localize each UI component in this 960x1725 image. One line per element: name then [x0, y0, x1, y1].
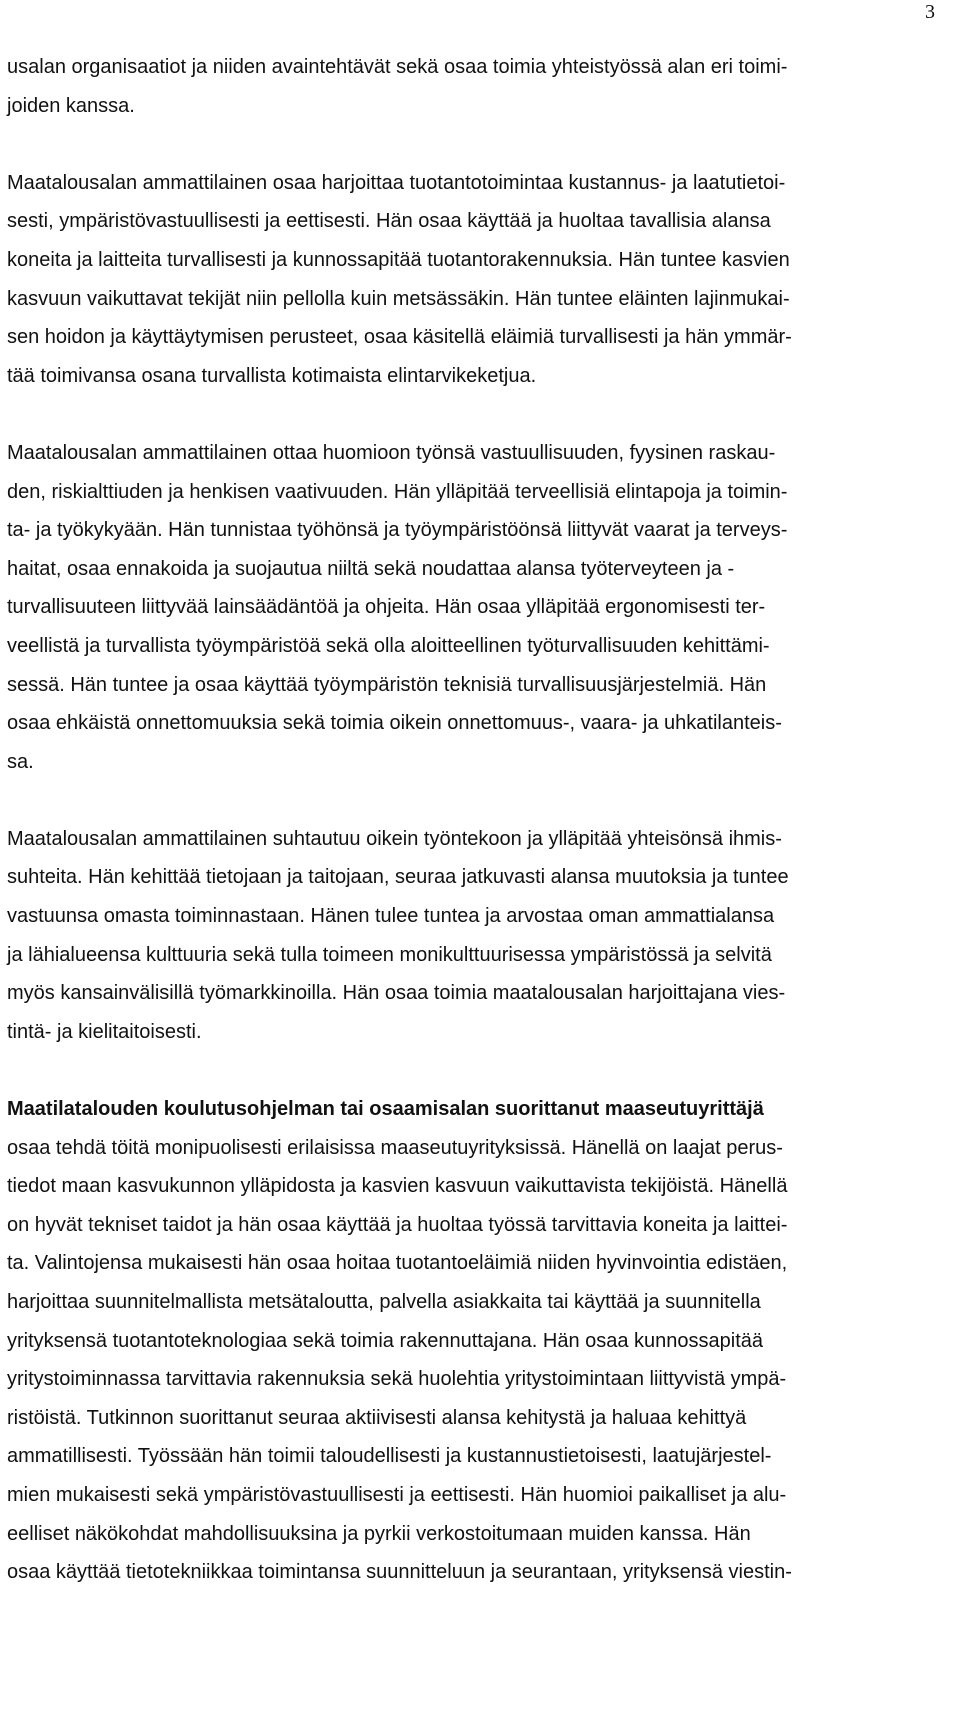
- text-line: yrityksensä tuotantoteknologiaa sekä toimia rakennuttajana. Hän osaa kunnossapitää: [7, 1329, 764, 1352]
- section-heading: Maatilatalouden koulutusohjelman tai osaamisalan suorittanut maaseutuyrittäjä: [7, 1098, 764, 1121]
- text-line: yritystoiminnassa tarvittavia rakennuksia sekä huolehtia yritystoimintaan liittyvistä ympä-: [7, 1368, 787, 1391]
- text-line: suhteita. Hän kehittää tietojaan ja taitojaan, seuraa jatkuvasti alansa muutoksia ja tuntee: [7, 866, 789, 889]
- text-line: ta. Valintojensa mukaisesti hän osaa hoitaa tuotantoeläimiä niiden hyvinvointia edistäen,: [7, 1252, 788, 1275]
- text-line: harjoittaa suunnitelmallista metsätaloutta, palvella asiakkaita tai käyttää ja suunnitella: [7, 1291, 761, 1313]
- text-line: haitat, osaa ennakoida ja suojautua niiltä sekä noudattaa alansa työterveyteen ja -: [7, 557, 735, 580]
- text-line: osaa tehdä töitä monipuolisesti erilaisissa maaseutuyrityksissä. Hänellä on laajat perus-: [7, 1136, 783, 1159]
- text-line: tintä- ja kielitaitoisesti.: [7, 1020, 202, 1043]
- text-line: sessä. Hän tuntee ja osaa käyttää työympäristön teknisiä turvallisuusjärjestelmiä. Hän: [7, 673, 767, 696]
- text-line: ja lähialueensa kulttuuria sekä tulla toimeen monikulttuurisessa ympäristössä ja selvitä: [7, 943, 772, 966]
- paragraph-gap: [7, 781, 927, 820]
- page-number: 3: [925, 1, 935, 23]
- text-line: myös kansainvälisillä työmarkkinoilla. Hän osaa toimia maatalousalan harjoittajana vies-: [7, 982, 786, 1005]
- text-line: Maatalousalan ammattilainen suhtautuu oikein työntekoon ja ylläpitää yhteisönsä ihmis-: [7, 827, 782, 850]
- text-line: on hyvät tekniset taidot ja hän osaa käyttää ja huoltaa työssä tarvittavia koneita ja laittei-: [7, 1213, 788, 1236]
- text-line: tiedot maan kasvukunnon ylläpidosta ja kasvien kasvuun vaikuttavista tekijöistä. Hänellä: [7, 1175, 788, 1198]
- text-line: den, riskialttiuden ja henkisen vaativuuden. Hän ylläpitää terveellisiä elintapoja ja toimin-: [7, 480, 788, 503]
- paragraph-gap: [7, 395, 927, 434]
- text-line: osaa käyttää tietotekniikkaa toimintansa suunnitteluun ja seurantaan, yrityksensä viestin-: [7, 1561, 792, 1584]
- paragraph-4: [7, 820, 927, 1052]
- paragraph-gap: [7, 125, 927, 164]
- text-line: joiden kanssa.: [7, 94, 135, 117]
- text-line: koneita ja laitteita turvallisesti ja kunnossapitää tuotantorakennuksia. Hän tuntee kasvien: [7, 248, 790, 271]
- text-line: kasvuun vaikuttavat tekijät niin pellolla kuin metsässäkin. Hän tuntee eläinten lajinmukai-: [7, 287, 790, 310]
- paragraph-1: [7, 48, 927, 125]
- text-line: sesti, ympäristövastuullisesti ja eettisesti. Hän osaa käyttää ja huoltaa tavallisia alansa: [7, 210, 771, 233]
- text-line: vastuunsa omasta toiminnastaan. Hänen tulee tuntea ja arvostaa oman ammattialansa: [7, 905, 775, 928]
- text-line: osaa ehkäistä onnettomuuksia sekä toimia oikein onnettomuus-, vaara- ja uhkatilanteis-: [7, 712, 782, 735]
- text-line: Maatalousalan ammattilainen osaa harjoittaa tuotantotoimintaa kustannus- ja laatutietoi-: [7, 171, 786, 194]
- text-line: tää toimivansa osana turvallista kotimaista elintarvikeketjua.: [7, 364, 537, 387]
- document-body: [7, 48, 927, 1592]
- text-line: veellistä ja turvallista työympäristöä sekä olla aloitteellinen työturvallisuuden kehittämi-: [7, 634, 770, 657]
- text-line: sen hoidon ja käyttäytymisen perusteet, osaa käsitellä eläimiä turvallisesti ja hän ymmär-: [7, 326, 792, 349]
- text-line: sa.: [7, 750, 34, 773]
- paragraph-2: [7, 164, 927, 396]
- text-line: ammatillisesti. Työssään hän toimii taloudellisesti ja kustannustietoisesti, laatujärjestel-: [7, 1445, 772, 1468]
- text-line: ristöistä. Tutkinnon suorittanut seuraa aktiivisesti alansa kehitystä ja haluaa kehittyä: [7, 1406, 747, 1429]
- text-line: eelliset näkökohdat mahdollisuuksina ja pyrkii verkostoitumaan muiden kanssa. Hän: [7, 1522, 751, 1545]
- text-line: turvallisuuteen liittyvää lainsäädäntöä ja ohjeita. Hän osaa ylläpitää ergonomisesti ter-: [7, 596, 766, 619]
- paragraph-3: [7, 434, 927, 781]
- paragraph-gap: [7, 1051, 927, 1090]
- text-line: mien mukaisesti sekä ympäristövastuullisesti ja eettisesti. Hän huomioi paikalliset ja alu-: [7, 1483, 787, 1506]
- text-line: Maatalousalan ammattilainen ottaa huomioon työnsä vastuullisuuden, fyysinen raskau-: [7, 441, 776, 464]
- text-line: usalan organisaatiot ja niiden avaintehtävät sekä osaa toimia yhteistyössä alan eri toimi-: [7, 56, 788, 78]
- text-line: ta- ja työkykyään. Hän tunnistaa työhönsä ja työympäristöönsä liittyvät vaarat ja terveys-: [7, 519, 788, 542]
- section-paragraph: [7, 1090, 927, 1592]
